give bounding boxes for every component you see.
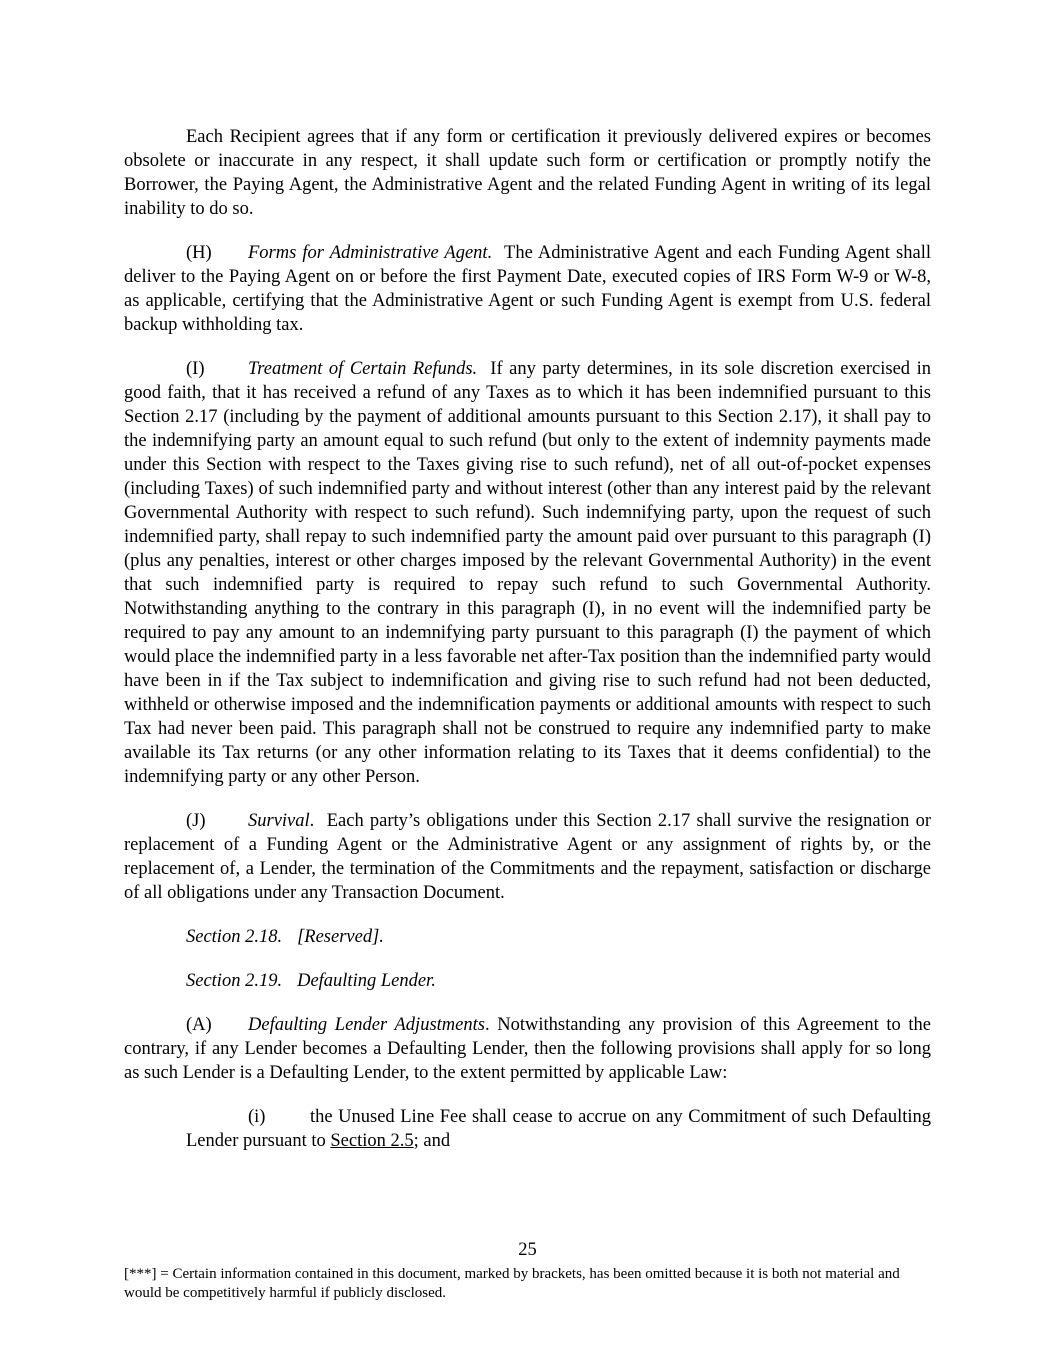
section-2-18-heading: Section 2.18. [Reserved]. xyxy=(186,927,384,947)
paragraph-j-body: Each party’s obligations under this Section 2.17 shall survive the resignation or replacement of a Funding Agent or the Administrative Agent or any assignment of rights by, or the replacement of, a Lender, the termination of the Commitments and the repayment, satisfaction or discharge of all obligations under any Transaction Document. xyxy=(124,811,931,903)
subparagraph-i-label: (i) xyxy=(248,1107,266,1127)
section-2-5-link: Section 2.5 xyxy=(330,1131,414,1151)
section-2-19-heading: Section 2.19. Defaulting Lender. xyxy=(186,971,436,991)
paragraph-a-label: (A) xyxy=(186,1015,212,1035)
paragraph-g-continuation: Each Recipient agrees that if any form or certification it previously delivered expires or becomes obsolete or inaccurate in any respect, it shall update such form or certification or promptly notify the Borrower, the Paying Agent, the Administrative Agent and the related Funding Agent in writing of its legal inability to do so. xyxy=(124,127,931,219)
paragraph-h xyxy=(124,241,931,337)
paragraph-a-body: Notwithstanding any provision of this Agreement to the contrary, if any Lender becomes a Defaulting Lender, then the following provisions shall apply for so long as such Lender is a Defaulting Lender, to the extent permitted by applicable Law: xyxy=(124,1015,931,1083)
paragraph-i-label: (I) xyxy=(186,359,205,379)
section-2-19-title: Defaulting Lender xyxy=(297,971,432,991)
subparagraph-i-body: the Unused Line Fee shall cease to accrue on any Commitment of such Defaulting Lender pursuant to xyxy=(186,1107,931,1151)
paragraph-i xyxy=(124,357,931,789)
footnote-disclaimer: [***] = Certain information contained in this document, marked by brackets, has been omitted because it is both not material and would be competitively harmful if publicly disclosed. xyxy=(124,1266,900,1301)
paragraph-a: (A) Defaulting Lender Adjustments. Notwithstanding any provision of this Agreement to the contrary, if any Lender becomes a Defaulting Lender, then the following provisions shall apply for so long as such Lender is a Defaulting Lender, to the extent permitted by applicable Law: xyxy=(124,1015,931,1083)
subparagraph-i xyxy=(186,1105,931,1153)
page-number: 25 xyxy=(518,1240,537,1260)
paragraph-h-body: The Administrative Agent and each Funding Agent shall deliver to the Paying Agent on or before the first Payment Date, executed copies of IRS Form W-9 or W-8, as applicable, certifying that the Administrative Agent or such Funding Agent is exempt from U.S. federal backup withholding tax. xyxy=(124,243,931,335)
paragraph-h-title: Forms for Administrative Agent. xyxy=(248,243,493,263)
paragraph-h-label: (H) xyxy=(186,243,212,263)
section-2-19-number: Section 2.19. xyxy=(186,971,283,991)
section-2-18-title: [Reserved] xyxy=(297,927,380,947)
subparagraph-i-end: ; and xyxy=(413,1131,451,1151)
paragraph-a-title: Defaulting Lender Adjustments xyxy=(248,1015,485,1035)
document-body xyxy=(124,125,931,1153)
paragraph-j: (J) Survival. Each party’s obligations under this Section 2.17 shall survive the resignation or replacement of a Funding Agent or the Administrative Agent or any assignment of rights by, or the replacement of, a Lender, the termination of the Commitments and the repayment, satisfaction or discharge of all obligations under any Transaction Document. xyxy=(124,811,931,903)
section-2-18-number: Section 2.18. xyxy=(186,927,283,947)
paragraph-j-title: Survival xyxy=(248,811,310,831)
paragraph-j-label: (J) xyxy=(186,811,206,831)
paragraph-i-body: If any party determines, in its sole discretion exercised in good faith, that it has received a refund of any Taxes as to which it has been indemnified pursuant to this Section 2.17 (including by the payment of additional amounts pursuant to this Section 2.17), it shall pay to the indemnifying party an amount equal to such refund (but only to the extent of indemnity payments made under this Section with respect to the Taxes giving rise to such refund), net of all out-of-pocket expenses (including Taxes) of such indemnified party and without interest (other than any interest paid by the relevant Governmental Authority with respect to such refund). Such indemnifying party, upon the request of such indemnified party, shall repay to such indemnified party the amount paid over pursuant to this paragraph (I) (plus any penalties, interest or other charges imposed by the relevant Governmental Authority) in the event that such indemnified party is required to repay such refund to such Governmental Authority. Notwithstanding anything to the contrary in this paragraph (I), in no event will the indemnified party be required to pay any amount to an indemnifying party pursuant to this paragraph (I) the payment of which would place the indemnified party in a less favorable net after-Tax position than the indemnified party would have been in if the Tax subject to indemnification and giving rise to such refund had not been deducted, withheld or otherwise imposed and the indemnification payments or additional amounts with respect to such Tax had never been paid. This paragraph shall not be construed to require any indemnified party to make available its Tax returns (or any other information relating to its Taxes that it deems confidential) to the indemnifying party or any other Person. xyxy=(124,359,931,787)
paragraph-i-title: Treatment of Certain Refunds. xyxy=(248,359,478,379)
